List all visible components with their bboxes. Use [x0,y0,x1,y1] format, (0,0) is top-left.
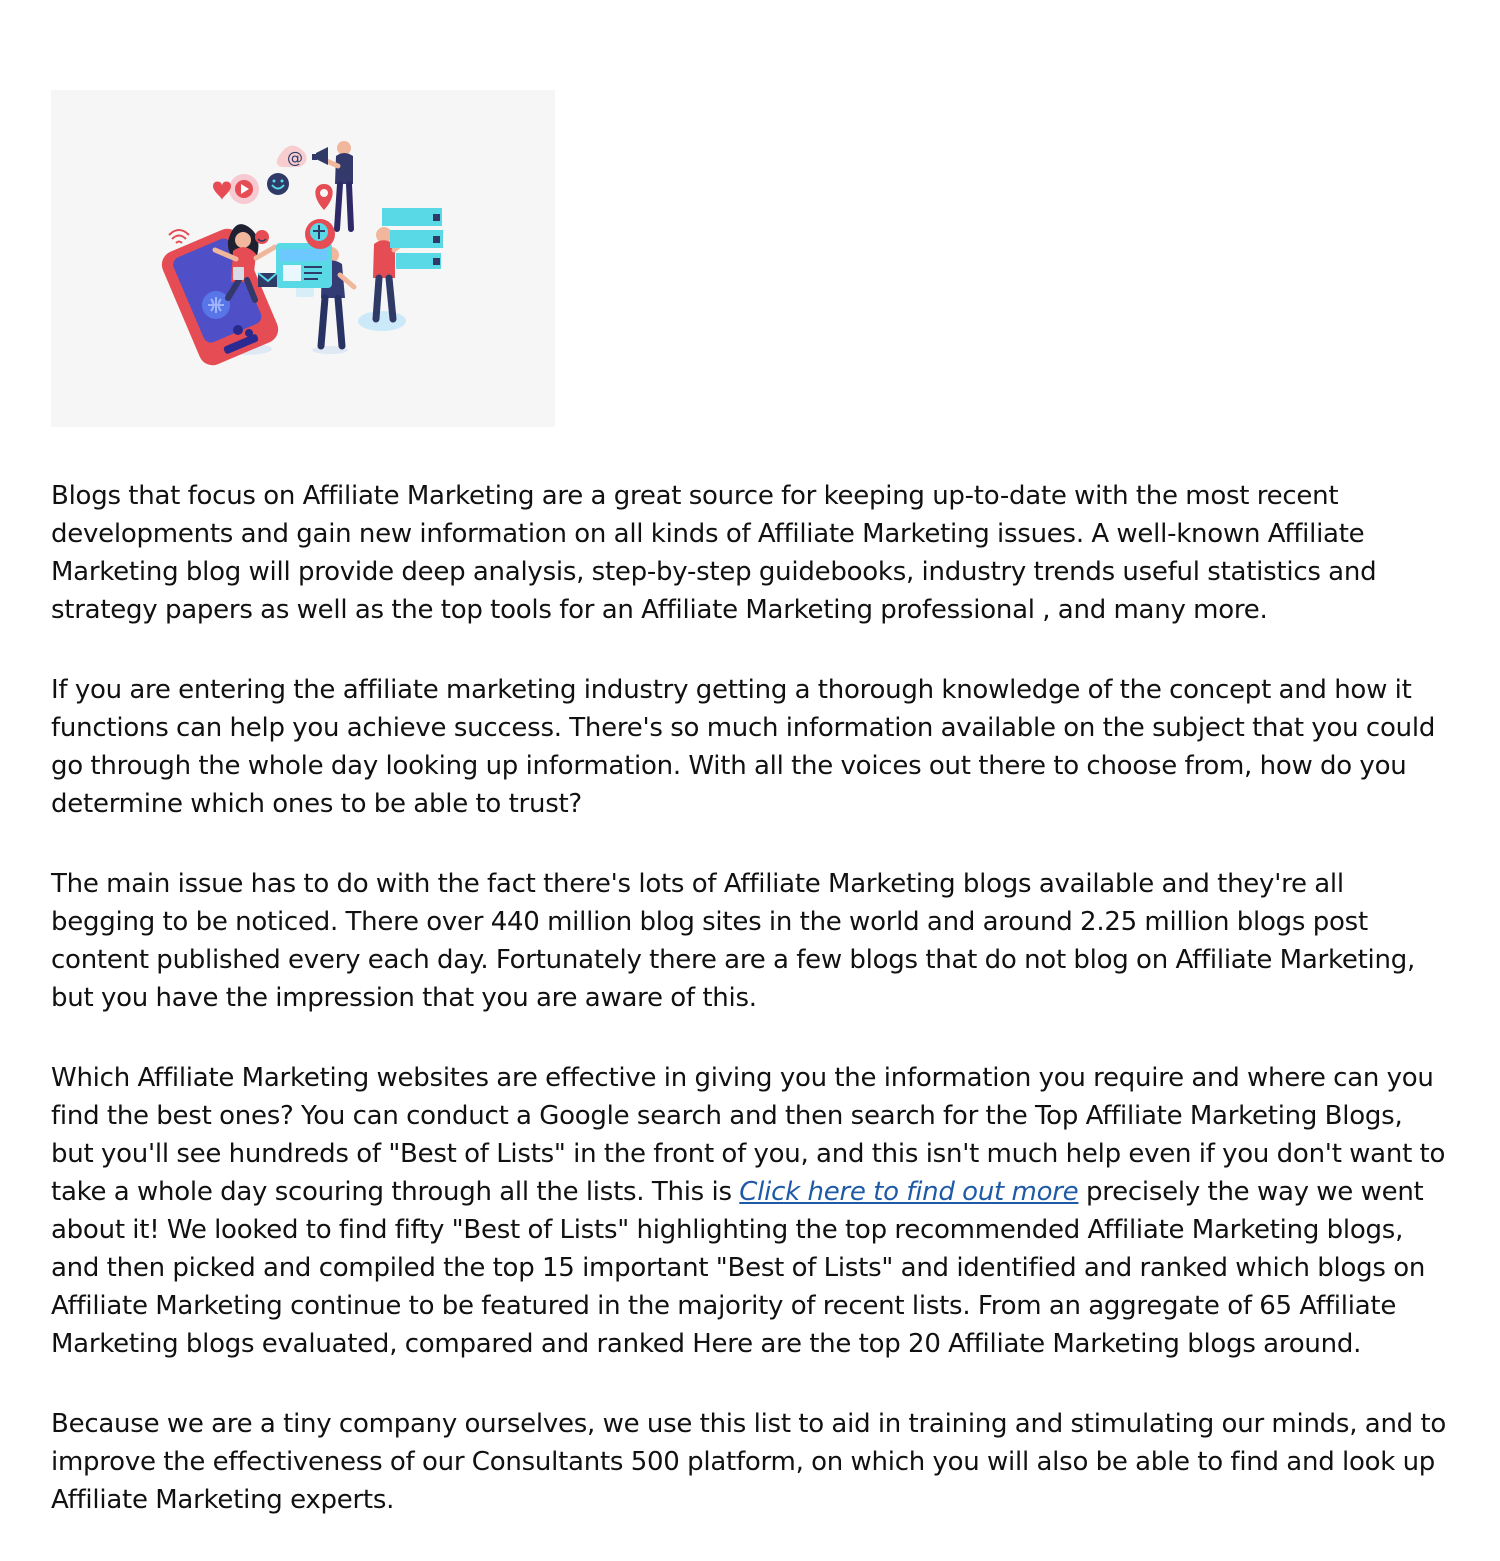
hero-illustration [51,90,555,427]
article-body [51,477,1451,1519]
play-icon [229,174,259,204]
envelope-icon [258,273,277,287]
dashboard-panel [276,243,332,288]
megaphone-icon [312,147,328,165]
heart-icon [213,182,231,201]
paragraph-5: Because we are a tiny company ourselves, we use this list to aid in training and stimulating our minds, and to improve the effectiveness of our Consultants 500 platform, on which you will also be able to find and look up Affiliate Marketing experts. [51,1409,1447,1515]
shadow-person-right [358,311,406,331]
smile-icon [267,173,289,195]
paragraph-2: If you are entering the affiliate marketing industry getting a thorough knowledge of the concept and how it functions can help you achieve success. There's so much information available on the subject that you could go through the whole day looking up information. With all the voices out there to choose from, how do you determine which ones to be able to trust? [51,675,1436,819]
at-sign-icon [277,146,307,168]
affiliate-marketing-illustration [51,90,555,427]
paragraph-4-before-link: Which Affiliate Marketing websites are effective in giving you the information you require and where can you find the best ones? You can conduct a Google search and then search for the Top Affiliate Marketing Blogs, but you'll see hundreds of "Best of Lists" in the front of you, and this isn't much help even if you don't want to take a whole day scouring through all the lists. This is [51,1063,1446,1207]
location-pin-icon [315,184,332,210]
paragraph-1: Blogs that focus on Affiliate Marketing are a great source for keeping up-to-date with the most recent developments and gain new information on all kinds of Affiliate Marketing issues. A well-known Affiliate Marketing blog will provide deep analysis, step-by-step guidebooks, industry trends useful statistics and strategy papers as well as the top tools for an Affiliate Marketing professional , and many more. [51,481,1377,625]
wifi-icon [169,230,189,243]
svg-text:@: @ [287,148,303,167]
emoji-icon [255,230,269,244]
paragraph-3: The main issue has to do with the fact there's lots of Affiliate Marketing blogs available and they're all begging to be noticed. There over 440 million blog sites in the world and around 2.25 million blogs post content published every each day. Fortunately there are a few blogs that do not blog on Affiliate Marketing, but you have the impression that you are aware of this. [51,869,1416,1013]
article-page [51,90,1451,1561]
paragraph-4 [51,1059,1451,1363]
paragraph-4-after-link: precisely the way we went about it! We looked to find fifty "Best of Lists" highlighting the top recommended Affiliate Marketing blogs, and then picked and compiled the top 15 important "Best of Lists" and identified and ranked which blogs on Affiliate Marketing continue to be featured in the majority of recent lists. From an aggregate of 65 Affiliate Marketing blogs evaluated, compared and ranked Here are the top 20 Affiliate Marketing blogs around. [51,1177,1426,1359]
globe-icon [305,219,335,249]
find-out-more-link[interactable]: Click here to find out more [739,1177,1079,1207]
